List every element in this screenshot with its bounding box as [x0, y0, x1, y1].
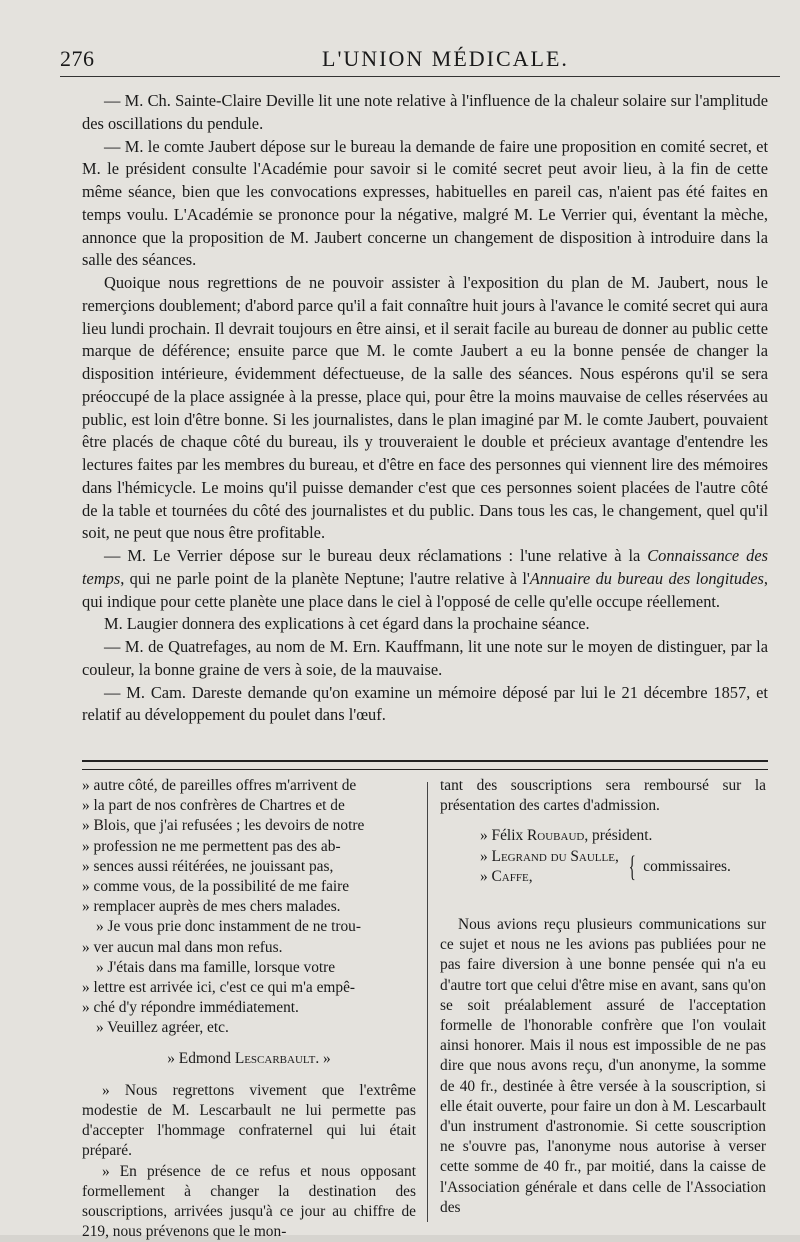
- page-number: 276: [60, 46, 95, 71]
- paragraph: » En présence de ce refus et nous opposant formellement à changer la destination des souscriptions, arrivées jusqu'à ce jour au chiffre de 219, nous prévenons que le mon-: [82, 1162, 416, 1241]
- president-name: Roubaud: [527, 827, 585, 845]
- paragraph: Quoique nous regrettions de ne pouvoir assister à l'exposition du plan de M. Jaubert, nous le remerçions doublement; d'abord parce qu'il a fait connaître huit jours à l'avance le comité secret qui aura lieu lundi prochain. Il devrait toujours en être ainsi, et il serait facile au bureau de donner au public cette marque de déférence; ensuite parce que M. le comte Jaubert a eu la bonne pensée de changer la disposition intérieure, évidemment défectueuse, de la salle des séances. Nous espérons qu'il se sera préoccupé de la place assignée à la presse, place qui, pour être la moins mauvaise de celles réservées au public, est loin d'être bonne. Si les journalistes, dans le plan imaginé par M. le comte Jaubert, pouvaient être placés de chaque côté du bureau, ils y trouveraient le double et précieux avantage d'entendre les lectures faites par les membres du bureau, et d'être en face des personnes qui viennent lire des mémoires dans l'hémicycle. Le moins qu'il puisse demander c'est que ces personnes soient placées de l'autre côté de la table et tournées du côté des journalistes et du public. Dans tous les cas, le changement, quel qu'il soit, ne peut que nous être profitable.: [82, 273, 768, 543]
- quote-line: » ver aucun mal dans mon refus.: [82, 938, 283, 956]
- quote-line: » Blois, que j'ai refusées ; les devoirs de notre: [82, 817, 365, 835]
- quote-line: » ché d'y répondre immédiatement.: [82, 999, 299, 1017]
- italic-title: Annuaire du bureau des longitudes: [529, 568, 764, 588]
- president-line: [480, 826, 766, 846]
- text-run: »: [480, 847, 492, 865]
- brace-glyph: {: [628, 849, 636, 883]
- commissioner-name: Caffe: [491, 867, 529, 885]
- signature-name: Lescarbault: [234, 1049, 316, 1067]
- column-divider: [427, 782, 428, 1222]
- text-run: ,: [528, 867, 533, 885]
- page-header: [60, 42, 760, 76]
- quote-line: » Veuillez agréer, etc.: [96, 1019, 229, 1037]
- text-run: , président.: [584, 827, 653, 845]
- paragraph: — M. Cam. Dareste demande qu'on examine un mémoire déposé par lui le 21 décembre 1857, et relatif au développement du poulet dans l'œuf.: [82, 682, 768, 725]
- section-separator: [82, 760, 768, 770]
- text-run: , qui indique pour cette planète une place dans le ciel à l'opposé de celle qu'elle occupe réellement.: [82, 568, 769, 611]
- commissioners-label: commissaires.: [643, 857, 731, 875]
- text-run: ,: [614, 847, 619, 865]
- commissioner-name: Legrand du Saulle: [491, 847, 615, 865]
- running-title: L'UNION MÉDICALE.: [322, 46, 569, 71]
- quote-line: » lettre est arrivée ici, c'est ce qui m'a empê-: [82, 979, 356, 997]
- commissioner-line: [480, 867, 619, 887]
- quote-line: » remplacer auprès de mes chers malades.: [82, 898, 341, 916]
- left-column: [82, 776, 416, 1242]
- paragraph: M. Laugier donnera des explications à cet égard dans la prochaine séance.: [104, 614, 590, 634]
- commissioner-line: [480, 847, 619, 867]
- quote-line: » autre côté, de pareilles offres m'arrivent de: [82, 777, 357, 794]
- paragraph: — M. Ch. Sainte-Claire Deville lit une note relative à l'influence de la chaleur solaire sur l'amplitude des oscillations du pendule.: [82, 91, 768, 133]
- signatories: [440, 826, 766, 887]
- text-run: »: [480, 867, 492, 885]
- commissioners-block: [480, 847, 766, 887]
- top-article: [82, 90, 768, 727]
- paragraph: — M. le comte Jaubert dépose sur le bureau la demande de faire une proposition en comité secret, et M. le président consulte l'Académie pour savoir si le comité secret peut avoir lieu, à la fin de cette même séance, bien que les convocations expresses, habituelles en pareil cas, n'aient pas été faites en temps voulu. L'Académie se prononce pour la négative, malgré M. Le Verrier qui, éventant la mèche, annonce que la proposition de M. Jaubert concerne un changement de disposition à introduire dans la salle des séances.: [82, 136, 768, 270]
- paragraph: [82, 545, 768, 613]
- text-run: , qui ne parle point de la planète Neptune; l'autre relative à l': [120, 568, 530, 588]
- quote-line: » sences aussi réitérées, ne jouissant pas,: [82, 857, 334, 875]
- text-run: » Félix: [480, 827, 528, 845]
- letter-signature: [82, 1049, 416, 1069]
- signature-prefix: » Edmond: [167, 1049, 235, 1067]
- italic-title: Connaissance des temps: [82, 546, 768, 588]
- signature-suffix: . »: [315, 1049, 331, 1067]
- quote-line: » la part de nos confrères de Chartres et de: [82, 797, 345, 815]
- quote-line: » Je vous prie donc instamment de ne trou-: [96, 918, 361, 936]
- letter-quote: [82, 776, 416, 1039]
- header-rule: [60, 76, 780, 77]
- quote-line: » comme vous, de la possibilité de me faire: [82, 878, 350, 896]
- paragraph: » Nous regrettons vivement que l'extrême modestie de M. Lescarbault ne lui permette pas d'accepter l'hommage confraternel qui lui était préparé.: [82, 1081, 416, 1160]
- quote-line: » J'étais dans ma famille, lorsque votre: [96, 958, 336, 976]
- paragraph: Nous avions reçu plusieurs communications sur ce sujet et nous ne les avions pas publiées pour ne pas faire diversion à une bonne pensée qui n'a eu d'autre tort que celui d'être mise en avant, sans qu'on se soit préalablement assuré de l'acceptation formelle de l'honorable confrère que l'on voulait ainsi honorer. Mais il nous est impossible de ne pas dire que nous avons reçu, d'un anonyme, la somme de 40 fr., destinée à être versée à la souscription, si elle était ouverte, pour faire un don à M. Lescarbault d'un instrument d'astronomie. Si cette souscription ne s'ouvre pas, l'anonyme nous autorise à verser cette somme de 40 fr., par moitié, dans la caisse de l'Association générale et dans celle de l'Association des: [440, 916, 766, 1216]
- paragraph: tant des souscriptions sera remboursé sur la présentation des cartes d'admission.: [440, 777, 766, 815]
- paragraph: — M. de Quatrefages, au nom de M. Ern. Kauffmann, lit une note sur le moyen de distinguer, par la couleur, la bonne graine de vers à soie, de la mauvaise.: [82, 637, 768, 679]
- commissioner-names: [480, 847, 619, 887]
- text-run: — M. Le Verrier dépose sur le bureau deux réclamations : l'une relative à la: [104, 546, 648, 565]
- quote-line: » profession ne me permettent pas des ab-: [82, 837, 341, 855]
- right-column: [440, 776, 766, 1218]
- spacer: [440, 887, 766, 915]
